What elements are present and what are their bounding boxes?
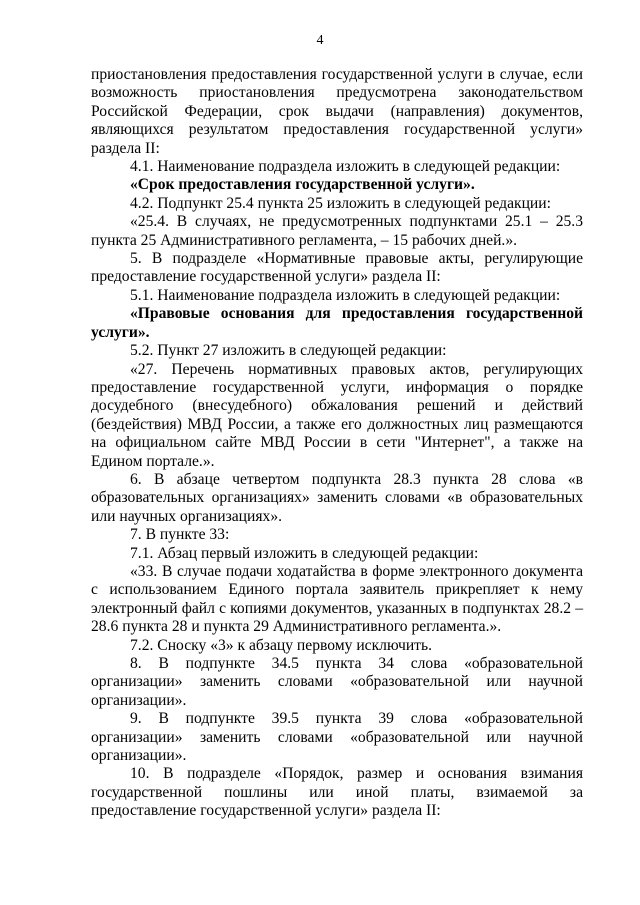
paragraph: 7. В пункте 33: [130, 526, 230, 544]
paragraph: 10. В подразделе «Порядок, размер и основания взимания государственной пошлины или иной платы, взимаемой за предоставление государственной услуги» раздела II: [91, 765, 583, 820]
paragraph: «Срок предоставления государственной услуги». [130, 176, 475, 194]
paragraph: 8. В подпункте 34.5 пункта 34 слова «образовательной организации» заменить словами «образовательной или научной организации». [91, 655, 583, 709]
paragraph: 4.1. Наименование подраздела изложить в следующей редакции: [130, 158, 561, 176]
paragraph: «Правовые основания для предоставления государственной услуги». [91, 305, 583, 341]
paragraph: 4.2. Подпункт 25.4 пункта 25 изложить в следующей редакции: [130, 194, 551, 212]
paragraph: «25.4. В случаях, не предусмотренных подпунктами 25.1 – 25.3 пункта 25 Административного регламента, – 15 рабочих дней.». [91, 213, 583, 249]
paragraph: «27. Перечень нормативных правовых актов, регулирующих предоставление государственной услуги, информация о порядке досудебного (внесудебного) обжалования решений и действий (бездействия) МВД России, а также его должностных лиц размещаются на официальном сайте МВД России в сети "Интернет", а также на Едином портале.». [91, 360, 583, 470]
paragraph: 7.2. Сноску «3» к абзацу первому исключить. [130, 636, 433, 654]
paragraph: 5. В подразделе «Нормативные правовые акты, регулирующие предоставление государственной услуги» раздела II: [91, 250, 583, 286]
paragraph: «33. В случае подачи ходатайства в форме электронного документа с использованием Единого портала заявитель прикрепляет к нему электронный файл с копиями документов, указанных в подпунктах 28.2 – 28.6 пункта 28 и пункта 29 Административного регламента.». [91, 562, 583, 636]
paragraph: 9. В подпункте 39.5 пункта 39 слова «образовательной организации» заменить словами «образовательной или научной организации». [91, 710, 583, 765]
paragraph: приостановления предоставления государственной услуги в случае, если возможность приостановления предусмотрена законодательством Российской Федерации, срок выдачи (направления) документов, являющихся результатом предоставления государственной услуги» раздела II: [91, 66, 583, 157]
page-number: 4 [316, 33, 324, 48]
document-body [91, 66, 583, 821]
paragraph: 5.1. Наименование подраздела изложить в следующей редакции: [130, 286, 561, 304]
paragraph: 5.2. Пункт 27 изложить в следующей редакции: [130, 342, 447, 360]
paragraph: 7.1. Абзац первый изложить в следующей редакции: [130, 544, 479, 562]
paragraph: 6. В абзаце четвертом подпункта 28.3 пункта 28 слова «в образовательных организациях» заменить словами «в образовательных или научных организациях». [91, 470, 583, 525]
